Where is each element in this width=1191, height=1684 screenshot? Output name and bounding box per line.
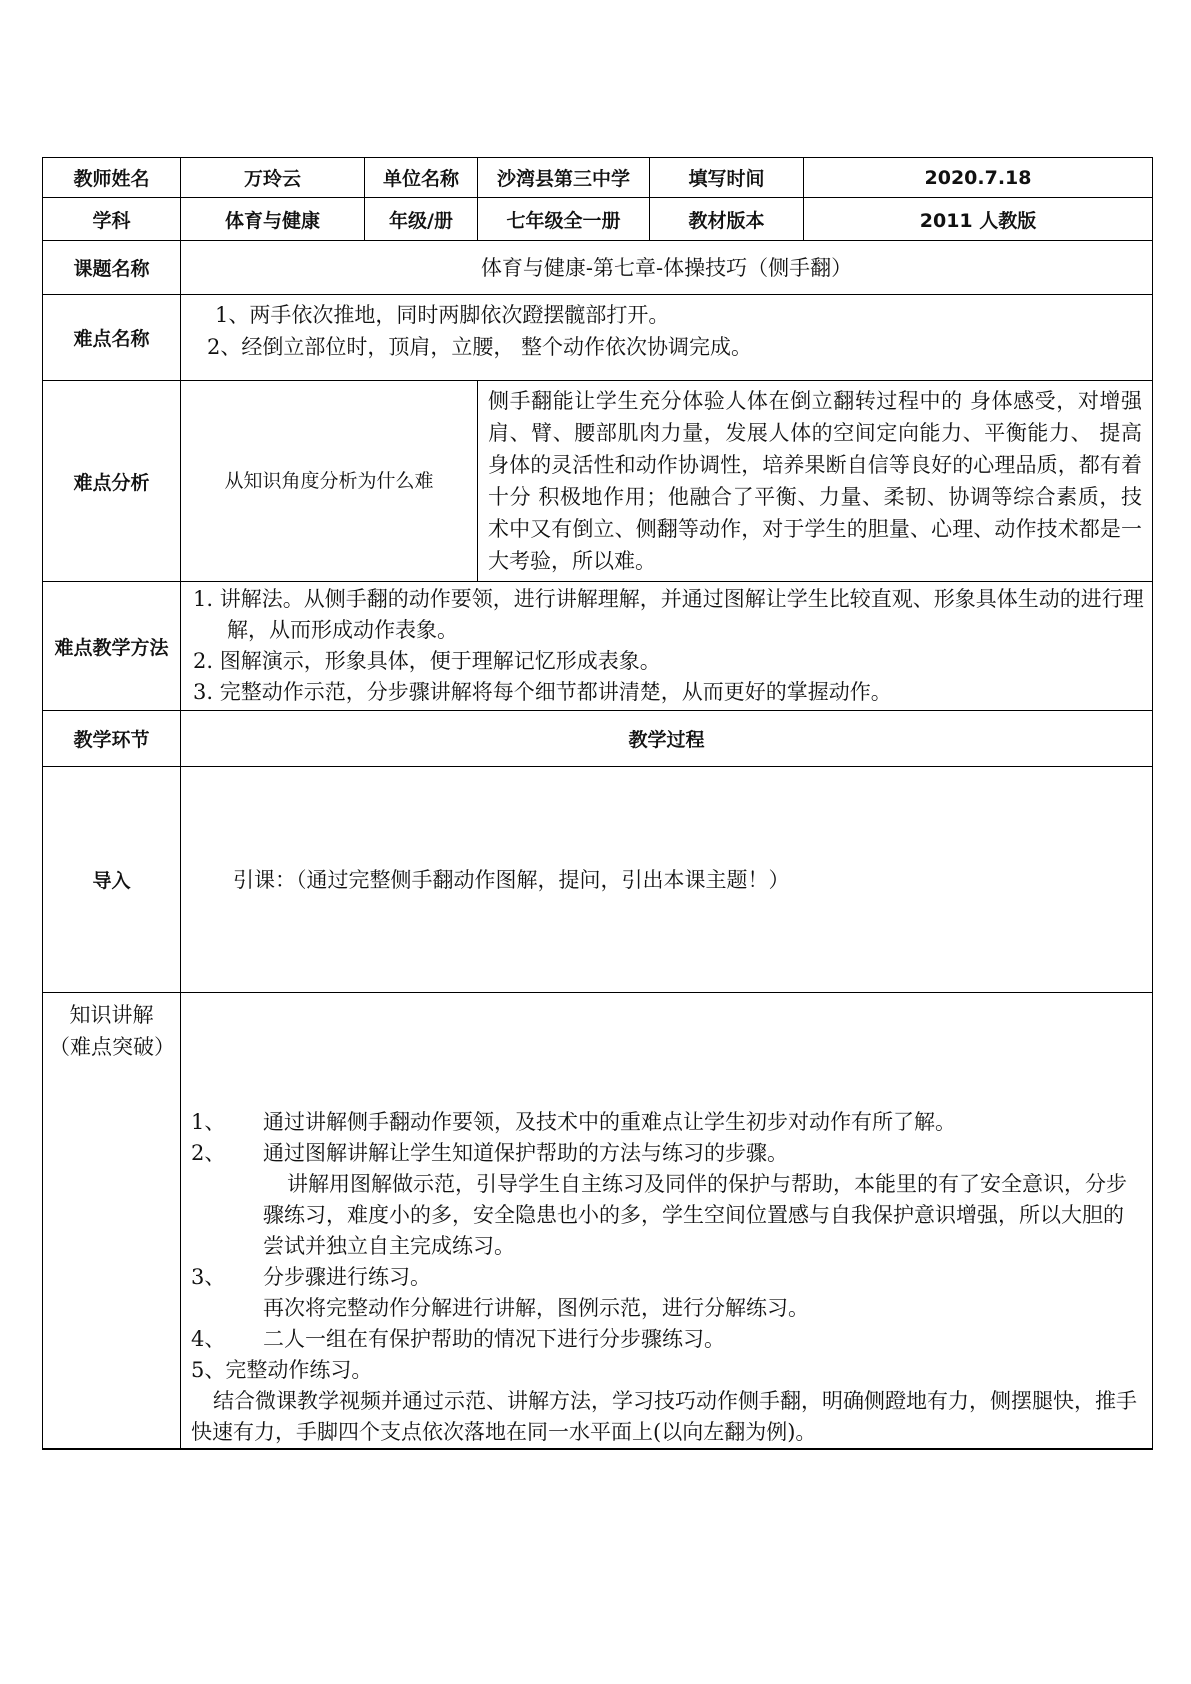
stage-label: 教学环节 xyxy=(43,711,181,767)
step-2-text: 通过图解讲解让学生知道保护帮助的方法与练习的步骤。 xyxy=(263,1141,788,1165)
date-label: 填写时间 xyxy=(650,158,804,198)
analysis-sub-label: 从知识角度分析为什么难 xyxy=(181,381,478,582)
step-4 xyxy=(191,1324,1142,1355)
methods-item-2: 2. 图解演示，形象具体，便于理解记忆形成表象。 xyxy=(193,649,661,673)
step-2-number: 2、 xyxy=(191,1141,226,1165)
analysis-text: 侧手翻能让学生充分体验人体在倒立翻转过程中的 身体感受，对增强肩、臂、腰部肌肉力量，发展人体的空间定向能力、平衡能力、 提高身体的灵活性和动作协调性，培养果断自信等良好的心理品质，都有着十分 积极地作用；他融合了平衡、力量、柔韧、协调等综合素质，技术中又有倒立、侧翻等动作，对于学生的胆量、心理、动作技术都是一大考验，所以难。 xyxy=(478,381,1153,582)
knowledge-summary: 结合微课教学视频并通过示范、讲解方法，学习技巧动作侧手翻，明确侧蹬地有力，侧摆腿快，推手快速有力，手脚四个支点依次落地在同一水平面上(以向左翻为例)。 xyxy=(191,1389,1137,1444)
step-1-text: 通过讲解侧手翻动作要领，及技术中的重难点让学生初步对动作有所了解。 xyxy=(263,1110,956,1134)
grade-label: 年级/册 xyxy=(365,198,478,241)
teacher-label: 教师姓名 xyxy=(43,158,181,198)
step-1-number: 1、 xyxy=(191,1110,226,1134)
process-header-row xyxy=(43,711,1153,767)
step-1 xyxy=(191,1107,1142,1138)
topic-value: 体育与健康-第七章-体操技巧（侧手翻） xyxy=(181,241,1153,295)
analysis-row xyxy=(43,381,1153,582)
step-3-text: 分步骤进行练习。 xyxy=(263,1265,431,1289)
date-value: 2020.7.18 xyxy=(804,158,1153,198)
difficulty-line-2: 2、经倒立部位时，顶肩，立腰， 整个动作依次协调完成。 xyxy=(207,335,753,359)
knowledge-row xyxy=(43,993,1153,1450)
grade-value: 七年级全一册 xyxy=(478,198,650,241)
process-label: 教学过程 xyxy=(181,711,1153,767)
methods-row xyxy=(43,582,1153,711)
step-2 xyxy=(191,1138,1142,1169)
edition-label: 教材版本 xyxy=(650,198,804,241)
methods-item-1: 1. 讲解法。从侧手翻的动作要领，进行讲解理解，并通过图解让学生比较直观、形象具体生动的进行理解，从而形成动作表象。 xyxy=(193,587,1144,642)
methods-content xyxy=(181,582,1153,711)
edition-value: 2011 人教版 xyxy=(804,198,1153,241)
difficulty-content xyxy=(181,295,1153,381)
methods-item-3: 3. 完整动作示范，分步骤讲解将每个细节都讲清楚，从而更好的掌握动作。 xyxy=(193,680,892,704)
topic-row xyxy=(43,241,1153,295)
info-row-2 xyxy=(43,198,1153,241)
lesson-plan-sheet xyxy=(42,157,1152,1450)
info-row-1 xyxy=(43,158,1153,198)
step-2-detail: 讲解用图解做示范，引导学生自主练习及同伴的保护与帮助，本能里的有了安全意识，分步骤练习，难度小的多，安全隐患也小的多，学生空间位置感与自我保护意识增强，所以大胆的尝试并独立自主完成练习。 xyxy=(263,1172,1127,1258)
intro-label: 导入 xyxy=(43,767,181,993)
methods-list xyxy=(187,584,1146,708)
unit-label: 单位名称 xyxy=(365,158,478,198)
difficulty-label: 难点名称 xyxy=(43,295,181,381)
step-3-number: 3、 xyxy=(191,1265,226,1289)
methods-label: 难点教学方法 xyxy=(43,582,181,711)
knowledge-content xyxy=(181,993,1153,1450)
step-4-text: 二人一组在有保护帮助的情况下进行分步骤练习。 xyxy=(263,1327,725,1351)
topic-label: 课题名称 xyxy=(43,241,181,295)
subject-label: 学科 xyxy=(43,198,181,241)
unit-value: 沙湾县第三中学 xyxy=(478,158,650,198)
intro-row xyxy=(43,767,1153,993)
step-4-number: 4、 xyxy=(191,1327,226,1351)
difficulty-line-1: 1、两手依次推地，同时两脚依次蹬摆髋部打开。 xyxy=(215,303,670,327)
teacher-value: 万玲云 xyxy=(181,158,365,198)
knowledge-label: 知识讲解（难点突破） xyxy=(43,993,181,1450)
subject-value: 体育与健康 xyxy=(181,198,365,241)
step-5: 5、完整动作练习。 xyxy=(191,1358,373,1382)
step-3-detail: 再次将完整动作分解进行讲解，图例示范，进行分解练习。 xyxy=(263,1296,809,1320)
difficulty-row xyxy=(43,295,1153,381)
analysis-label: 难点分析 xyxy=(43,381,181,582)
intro-text: 引课：（通过完整侧手翻动作图解，提问，引出本课主题！） xyxy=(181,767,1153,993)
lesson-plan-table xyxy=(42,157,1153,1450)
step-3 xyxy=(191,1262,1142,1293)
